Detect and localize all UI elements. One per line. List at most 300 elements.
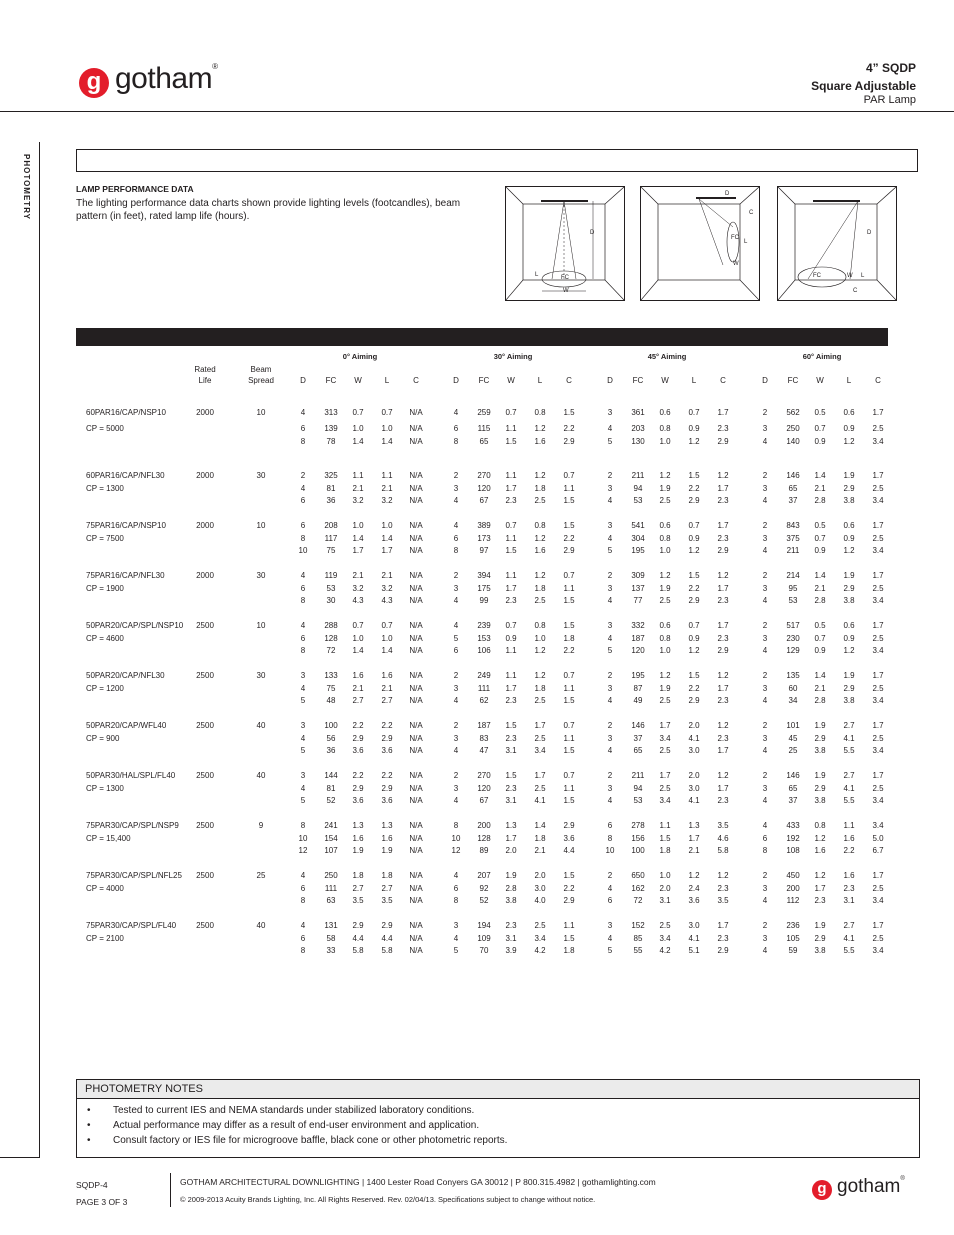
table-cell: 3.6 xyxy=(352,746,364,755)
table-cell: 3.2 xyxy=(352,496,364,505)
table-cell: 3.4 xyxy=(872,596,884,605)
table-cell: 2.9 xyxy=(843,683,855,693)
table-cell: 5 xyxy=(300,746,306,755)
table-cell: 1.1 xyxy=(505,671,517,680)
table-cell: 1.3 xyxy=(381,821,393,830)
table-cell: 3 xyxy=(300,771,306,780)
table-cell: 4.1 xyxy=(843,733,855,743)
table-cell: 10 xyxy=(605,846,615,855)
table-cell: N/A xyxy=(409,596,423,605)
table-cell: 115 xyxy=(477,424,491,433)
table-cell: 2.5 xyxy=(872,683,884,693)
table-cell: 94 xyxy=(633,483,643,493)
table-cell: 3.1 xyxy=(505,933,517,943)
table-cell: 1.6 xyxy=(814,846,826,855)
table-cell: 3.8 xyxy=(814,746,826,755)
table-cell: 111 xyxy=(477,683,491,693)
table-cell: 153 xyxy=(477,633,491,643)
table-cell: 1.7 xyxy=(534,721,546,730)
table-cell: 175 xyxy=(477,583,491,593)
table-cell: 4 xyxy=(607,883,613,893)
table-cell: N/A xyxy=(409,771,423,780)
table-cell: 2.1 xyxy=(814,583,826,593)
table-cell: 53 xyxy=(633,496,643,505)
table-cell: 0.7 xyxy=(381,621,393,630)
table-cell: 78 xyxy=(326,436,336,446)
table-cell: 4 xyxy=(762,896,768,905)
header-divider xyxy=(0,111,954,112)
table-cell: 236 xyxy=(786,921,800,930)
table-cell: 3.4 xyxy=(872,546,884,555)
table-cell: 211 xyxy=(631,771,645,780)
table-cell: 0.7 xyxy=(381,408,393,417)
table-cell: 3.6 xyxy=(381,746,393,755)
table-cell: 3 xyxy=(762,424,768,433)
table-cell: N/A xyxy=(409,483,423,493)
photometry-notes-box xyxy=(76,1079,920,1158)
table-cell: 6 xyxy=(607,821,613,830)
table-cell: 1.8 xyxy=(534,583,546,593)
table-cell: 1.2 xyxy=(534,571,546,580)
table-cell: 4 xyxy=(762,546,768,555)
table-cell: N/A xyxy=(409,871,423,880)
table-cell: 2.9 xyxy=(563,821,575,830)
sub-column-header: L xyxy=(691,376,697,385)
table-cell: 2.1 xyxy=(381,683,393,693)
table-cell: 259 xyxy=(477,408,491,417)
table-cell: 3.1 xyxy=(505,746,517,755)
table-cell: N/A xyxy=(409,921,423,930)
table-cell: 2.7 xyxy=(843,721,855,730)
table-cell: 0.5 xyxy=(814,621,826,630)
table-cell: 0.8 xyxy=(659,633,671,643)
table-cell: N/A xyxy=(409,633,423,643)
table-cell: 4 xyxy=(300,621,306,630)
photometry-notes-list xyxy=(77,1099,919,1148)
lamp-performance-description: The lighting performance data charts shown provide lighting levels (footcandles), beam pattern (in feet), rated lamp life (hours). xyxy=(76,198,461,222)
lamp-name: 75PAR30/CAP/SPL/FL40 xyxy=(86,921,177,930)
table-cell: 77 xyxy=(633,596,643,605)
table-cell: 33 xyxy=(326,946,336,955)
lamp-type: PAR Lamp xyxy=(863,94,916,106)
diagram-angle-w-label: W xyxy=(847,273,853,279)
table-cell: 4.4 xyxy=(381,933,393,943)
sidebar-divider xyxy=(39,142,40,1157)
table-cell: 1.2 xyxy=(659,471,671,480)
table-cell: 1.4 xyxy=(814,471,826,480)
table-cell: 120 xyxy=(477,783,491,793)
table-cell: 1.9 xyxy=(843,571,855,580)
lamp-name: 75PAR30/CAP/SPL/NSP9 xyxy=(86,821,179,830)
lamp-cp: CP = 4000 xyxy=(86,883,124,893)
table-cell: 0.8 xyxy=(814,821,826,830)
table-cell: 1.4 xyxy=(381,436,393,446)
table-cell: 203 xyxy=(631,424,645,433)
table-cell: 2 xyxy=(607,771,613,780)
table-cell: 1.0 xyxy=(659,436,671,446)
table-cell: 1.9 xyxy=(843,671,855,680)
table-cell: 2.9 xyxy=(563,896,575,905)
table-cell: 1.0 xyxy=(381,521,393,530)
table-cell: 1.2 xyxy=(717,471,729,480)
table-cell: 75 xyxy=(326,546,336,555)
table-cell: 1.6 xyxy=(534,546,546,555)
table-cell: 3 xyxy=(762,483,768,493)
lamp-name: 75PAR16/CAP/NFL30 xyxy=(86,571,165,580)
footer-company: GOTHAM ARCHITECTURAL DOWNLIGHTING | 1400 Lester Road Conyers GA 30012 | P 800.315.4982 | gothamlighting.com xyxy=(180,1177,656,1187)
table-cell: 3 xyxy=(453,683,459,693)
table-cell: 3.5 xyxy=(352,896,364,905)
table-cell: 85 xyxy=(633,933,643,943)
table-cell: 1.4 xyxy=(814,571,826,580)
table-cell: 0.9 xyxy=(688,633,700,643)
table-cell: 2.7 xyxy=(843,771,855,780)
table-cell: 156 xyxy=(631,833,645,843)
table-cell: N/A xyxy=(409,721,423,730)
table-cell: 0.7 xyxy=(505,408,517,417)
table-cell: 8 xyxy=(300,946,306,955)
table-cell: 4 xyxy=(607,596,613,605)
table-cell: 6 xyxy=(607,896,613,905)
table-cell: 1.7 xyxy=(872,408,884,417)
sub-column-header: W xyxy=(661,376,669,385)
table-cell: 0.7 xyxy=(814,424,826,433)
table-cell: 2.2 xyxy=(563,533,575,543)
table-header-bar xyxy=(76,328,888,346)
table-cell: 1.2 xyxy=(534,533,546,543)
table-cell: 2.3 xyxy=(717,696,729,705)
table-cell: 52 xyxy=(326,796,336,805)
table-cell: 517 xyxy=(786,621,800,630)
table-cell: 3.9 xyxy=(505,946,517,955)
table-cell: N/A xyxy=(409,546,423,555)
table-cell: 4 xyxy=(300,408,306,417)
table-cell: 10 xyxy=(298,833,308,843)
diagram-angle-svg xyxy=(778,187,896,300)
table-cell: 30 xyxy=(326,596,336,605)
table-cell: 130 xyxy=(631,436,645,446)
lamp-cp: CP = 7500 xyxy=(86,533,124,543)
table-cell: 2.1 xyxy=(381,571,393,580)
table-cell: 2.3 xyxy=(814,896,826,905)
table-cell: 1.0 xyxy=(352,424,364,433)
table-cell: 3.4 xyxy=(872,696,884,705)
table-cell: 129 xyxy=(786,646,800,655)
table-cell: 3 xyxy=(607,733,613,743)
table-cell: 2.5 xyxy=(659,921,671,930)
table-cell: 3.4 xyxy=(872,896,884,905)
table-cell: 4 xyxy=(453,521,459,530)
table-cell: 105 xyxy=(786,933,800,943)
table-cell: 146 xyxy=(786,771,800,780)
table-cell: 2.8 xyxy=(814,496,826,505)
table-cell: N/A xyxy=(409,471,423,480)
table-cell: 3 xyxy=(762,733,768,743)
table-cell: 1.3 xyxy=(505,821,517,830)
table-cell: N/A xyxy=(409,424,423,433)
table-cell: 0.9 xyxy=(843,424,855,433)
table-cell: N/A xyxy=(409,408,423,417)
table-cell: 2.7 xyxy=(381,696,393,705)
product-title: 4” SQDP xyxy=(865,61,916,75)
table-cell: 5 xyxy=(607,946,613,955)
lamp-name: 75PAR16/CAP/NSP10 xyxy=(86,521,166,530)
table-cell: 250 xyxy=(324,871,338,880)
rated-life: 2500 xyxy=(196,621,214,630)
table-cell: 187 xyxy=(477,721,491,730)
table-cell: 1.1 xyxy=(563,683,575,693)
table-cell: 62 xyxy=(479,696,489,705)
table-cell: 3 xyxy=(762,783,768,793)
table-cell: 1.5 xyxy=(563,696,575,705)
table-cell: 4.4 xyxy=(352,933,364,943)
table-cell: 1.1 xyxy=(505,471,517,480)
table-cell: 58 xyxy=(326,933,336,943)
table-cell: 2.5 xyxy=(659,596,671,605)
table-cell: 389 xyxy=(477,521,491,530)
table-cell: 1.8 xyxy=(381,871,393,880)
table-cell: 0.5 xyxy=(814,408,826,417)
table-cell: 154 xyxy=(324,833,338,843)
table-cell: 45 xyxy=(788,733,798,743)
table-cell: 2.1 xyxy=(352,683,364,693)
table-cell: 1.7 xyxy=(717,621,729,630)
note-item: • Tested to current IES and NEMA standards under stabilized laboratory conditions. xyxy=(87,1105,475,1116)
table-cell: 2.2 xyxy=(843,846,855,855)
table-cell: 0.9 xyxy=(843,633,855,643)
table-cell: 2.5 xyxy=(872,633,884,643)
table-cell: 108 xyxy=(786,846,800,855)
table-cell: N/A xyxy=(409,571,423,580)
table-cell: 309 xyxy=(631,571,645,580)
beam-spread-heading: Beam Spread xyxy=(248,365,274,385)
table-cell: 0.8 xyxy=(534,408,546,417)
table-cell: N/A xyxy=(409,933,423,943)
table-cell: 2.7 xyxy=(381,883,393,893)
sub-column-header: FC xyxy=(325,376,337,385)
table-cell: N/A xyxy=(409,533,423,543)
table-cell: 2.1 xyxy=(814,683,826,693)
table-cell: 4 xyxy=(607,496,613,505)
table-cell: 53 xyxy=(633,796,643,805)
table-cell: N/A xyxy=(409,883,423,893)
table-cell: 3.8 xyxy=(843,696,855,705)
table-cell: 1.8 xyxy=(534,683,546,693)
table-cell: 152 xyxy=(631,921,645,930)
table-cell: 92 xyxy=(479,883,489,893)
table-cell: 0.7 xyxy=(563,571,575,580)
table-cell: 36 xyxy=(326,496,336,505)
table-cell: N/A xyxy=(409,846,423,855)
lamp-cp: CP = 15,400 xyxy=(86,833,131,843)
lamp-cp: CP = 900 xyxy=(86,733,120,743)
table-cell: 1.7 xyxy=(505,683,517,693)
table-cell: 2.3 xyxy=(717,933,729,943)
table-cell: 5 xyxy=(453,633,459,643)
table-cell: 1.5 xyxy=(563,746,575,755)
table-cell: 135 xyxy=(786,671,800,680)
table-cell: 541 xyxy=(631,521,645,530)
table-cell: 1.1 xyxy=(563,483,575,493)
table-cell: 2.9 xyxy=(688,496,700,505)
table-cell: 2 xyxy=(607,871,613,880)
table-cell: 4 xyxy=(607,933,613,943)
table-cell: 4 xyxy=(762,821,768,830)
table-cell: 1.9 xyxy=(381,846,393,855)
table-cell: 4.3 xyxy=(352,596,364,605)
table-cell: 6 xyxy=(762,833,768,843)
table-cell: 1.7 xyxy=(717,583,729,593)
table-cell: 4 xyxy=(762,436,768,446)
table-cell: 89 xyxy=(479,846,489,855)
table-cell: 4 xyxy=(300,683,306,693)
table-cell: 0.8 xyxy=(534,621,546,630)
lamp-cp: CP = 4600 xyxy=(86,633,124,643)
rated-life: 2000 xyxy=(196,571,214,580)
table-cell: 6 xyxy=(453,646,459,655)
table-cell: 4 xyxy=(300,483,306,493)
table-cell: 5 xyxy=(607,646,613,655)
table-cell: 4 xyxy=(607,746,613,755)
table-cell: 5.1 xyxy=(688,946,700,955)
table-cell: 4 xyxy=(762,746,768,755)
table-cell: 1.7 xyxy=(717,683,729,693)
table-cell: 2.3 xyxy=(717,733,729,743)
table-cell: 3.6 xyxy=(563,833,575,843)
table-cell: 4.2 xyxy=(659,946,671,955)
footer-logo-word: gotham® xyxy=(837,1176,905,1197)
table-cell: 2.9 xyxy=(563,436,575,446)
table-cell: 4 xyxy=(607,796,613,805)
table-cell: 2.2 xyxy=(563,424,575,433)
table-cell: 6 xyxy=(300,633,306,643)
table-cell: 1.7 xyxy=(534,771,546,780)
table-cell: 3.4 xyxy=(872,746,884,755)
table-cell: 3.8 xyxy=(843,596,855,605)
table-cell: 2 xyxy=(607,671,613,680)
table-cell: 2 xyxy=(762,671,768,680)
table-cell: 2 xyxy=(300,471,306,480)
table-cell: 53 xyxy=(326,583,336,593)
table-cell: 2 xyxy=(453,771,459,780)
table-cell: 3.8 xyxy=(814,946,826,955)
table-cell: 3.2 xyxy=(381,583,393,593)
table-cell: 1.7 xyxy=(872,871,884,880)
table-cell: 1.5 xyxy=(563,408,575,417)
sub-column-header: L xyxy=(537,376,543,385)
table-cell: 4 xyxy=(453,496,459,505)
table-cell: 211 xyxy=(786,546,800,555)
table-cell: 1.0 xyxy=(659,871,671,880)
table-cell: 1.4 xyxy=(534,821,546,830)
footer-logo-mark: g xyxy=(812,1180,832,1200)
table-cell: 5 xyxy=(607,546,613,555)
table-cell: 6 xyxy=(300,496,306,505)
table-cell: 1.0 xyxy=(381,633,393,643)
table-cell: 2.2 xyxy=(688,483,700,493)
sub-column-header: D xyxy=(300,376,306,385)
table-cell: 60 xyxy=(788,683,798,693)
table-cell: 1.5 xyxy=(505,546,517,555)
lamp-name: 50PAR20/CAP/SPL/NSP10 xyxy=(86,621,184,630)
table-cell: 3 xyxy=(453,921,459,930)
table-cell: 5.8 xyxy=(381,946,393,955)
table-cell: 8 xyxy=(300,436,306,446)
table-cell: 133 xyxy=(324,671,338,680)
rated-life: 2500 xyxy=(196,671,214,680)
table-cell: 0.9 xyxy=(814,646,826,655)
lamp-cp: CP = 2100 xyxy=(86,933,124,943)
table-cell: 0.7 xyxy=(563,721,575,730)
table-cell: 65 xyxy=(788,783,798,793)
table-cell: 0.7 xyxy=(688,621,700,630)
table-cell: 3.6 xyxy=(688,896,700,905)
table-cell: 1.7 xyxy=(872,771,884,780)
rated-life: 2000 xyxy=(196,471,214,480)
beam-spread: 40 xyxy=(256,921,266,930)
table-cell: 0.9 xyxy=(505,633,517,643)
table-cell: 2 xyxy=(762,408,768,417)
table-cell: 1.7 xyxy=(505,833,517,843)
aiming-30-heading: 30° Aiming xyxy=(493,352,533,361)
table-cell: 4 xyxy=(300,783,306,793)
table-cell: 1.9 xyxy=(659,483,671,493)
table-cell: 8 xyxy=(453,436,459,446)
table-cell: 375 xyxy=(786,533,800,543)
table-cell: 65 xyxy=(633,746,643,755)
table-cell: 1.2 xyxy=(534,671,546,680)
table-cell: 1.0 xyxy=(352,633,364,643)
table-cell: 2.3 xyxy=(505,733,517,743)
rated-life: 2500 xyxy=(196,821,214,830)
table-cell: 1.8 xyxy=(563,633,575,643)
table-cell: 2.3 xyxy=(717,633,729,643)
table-cell: 1.7 xyxy=(505,583,517,593)
table-cell: 2.9 xyxy=(381,733,393,743)
table-cell: 6.7 xyxy=(872,846,884,855)
table-cell: N/A xyxy=(409,833,423,843)
table-cell: 5.0 xyxy=(872,833,884,843)
table-cell: 1.7 xyxy=(352,546,364,555)
table-cell: 2 xyxy=(453,721,459,730)
table-cell: 2.0 xyxy=(659,883,671,893)
table-cell: 1.5 xyxy=(563,496,575,505)
table-cell: N/A xyxy=(409,733,423,743)
table-cell: 52 xyxy=(479,896,489,905)
table-cell: 2 xyxy=(762,571,768,580)
table-cell: N/A xyxy=(409,696,423,705)
table-cell: 1.7 xyxy=(688,833,700,843)
table-cell: 1.2 xyxy=(534,471,546,480)
sub-column-header: C xyxy=(566,376,572,385)
table-cell: 1.1 xyxy=(352,471,364,480)
table-cell: 2.2 xyxy=(688,683,700,693)
table-cell: 1.7 xyxy=(872,621,884,630)
table-cell: 81 xyxy=(326,483,336,493)
product-subtitle: Square Adjustable xyxy=(811,79,916,93)
footer-page: PAGE 3 OF 3 xyxy=(76,1197,128,1207)
table-cell: 2.1 xyxy=(352,571,364,580)
table-cell: 2.5 xyxy=(534,596,546,605)
sub-column-header: W xyxy=(354,376,362,385)
table-cell: 2.5 xyxy=(872,533,884,543)
sub-column-header: W xyxy=(816,376,824,385)
sidebar-label: PHOTOMETRY xyxy=(22,154,31,221)
table-cell: 195 xyxy=(631,546,645,555)
table-cell: 2.3 xyxy=(505,696,517,705)
table-cell: 1.7 xyxy=(872,521,884,530)
table-cell: 4 xyxy=(300,571,306,580)
